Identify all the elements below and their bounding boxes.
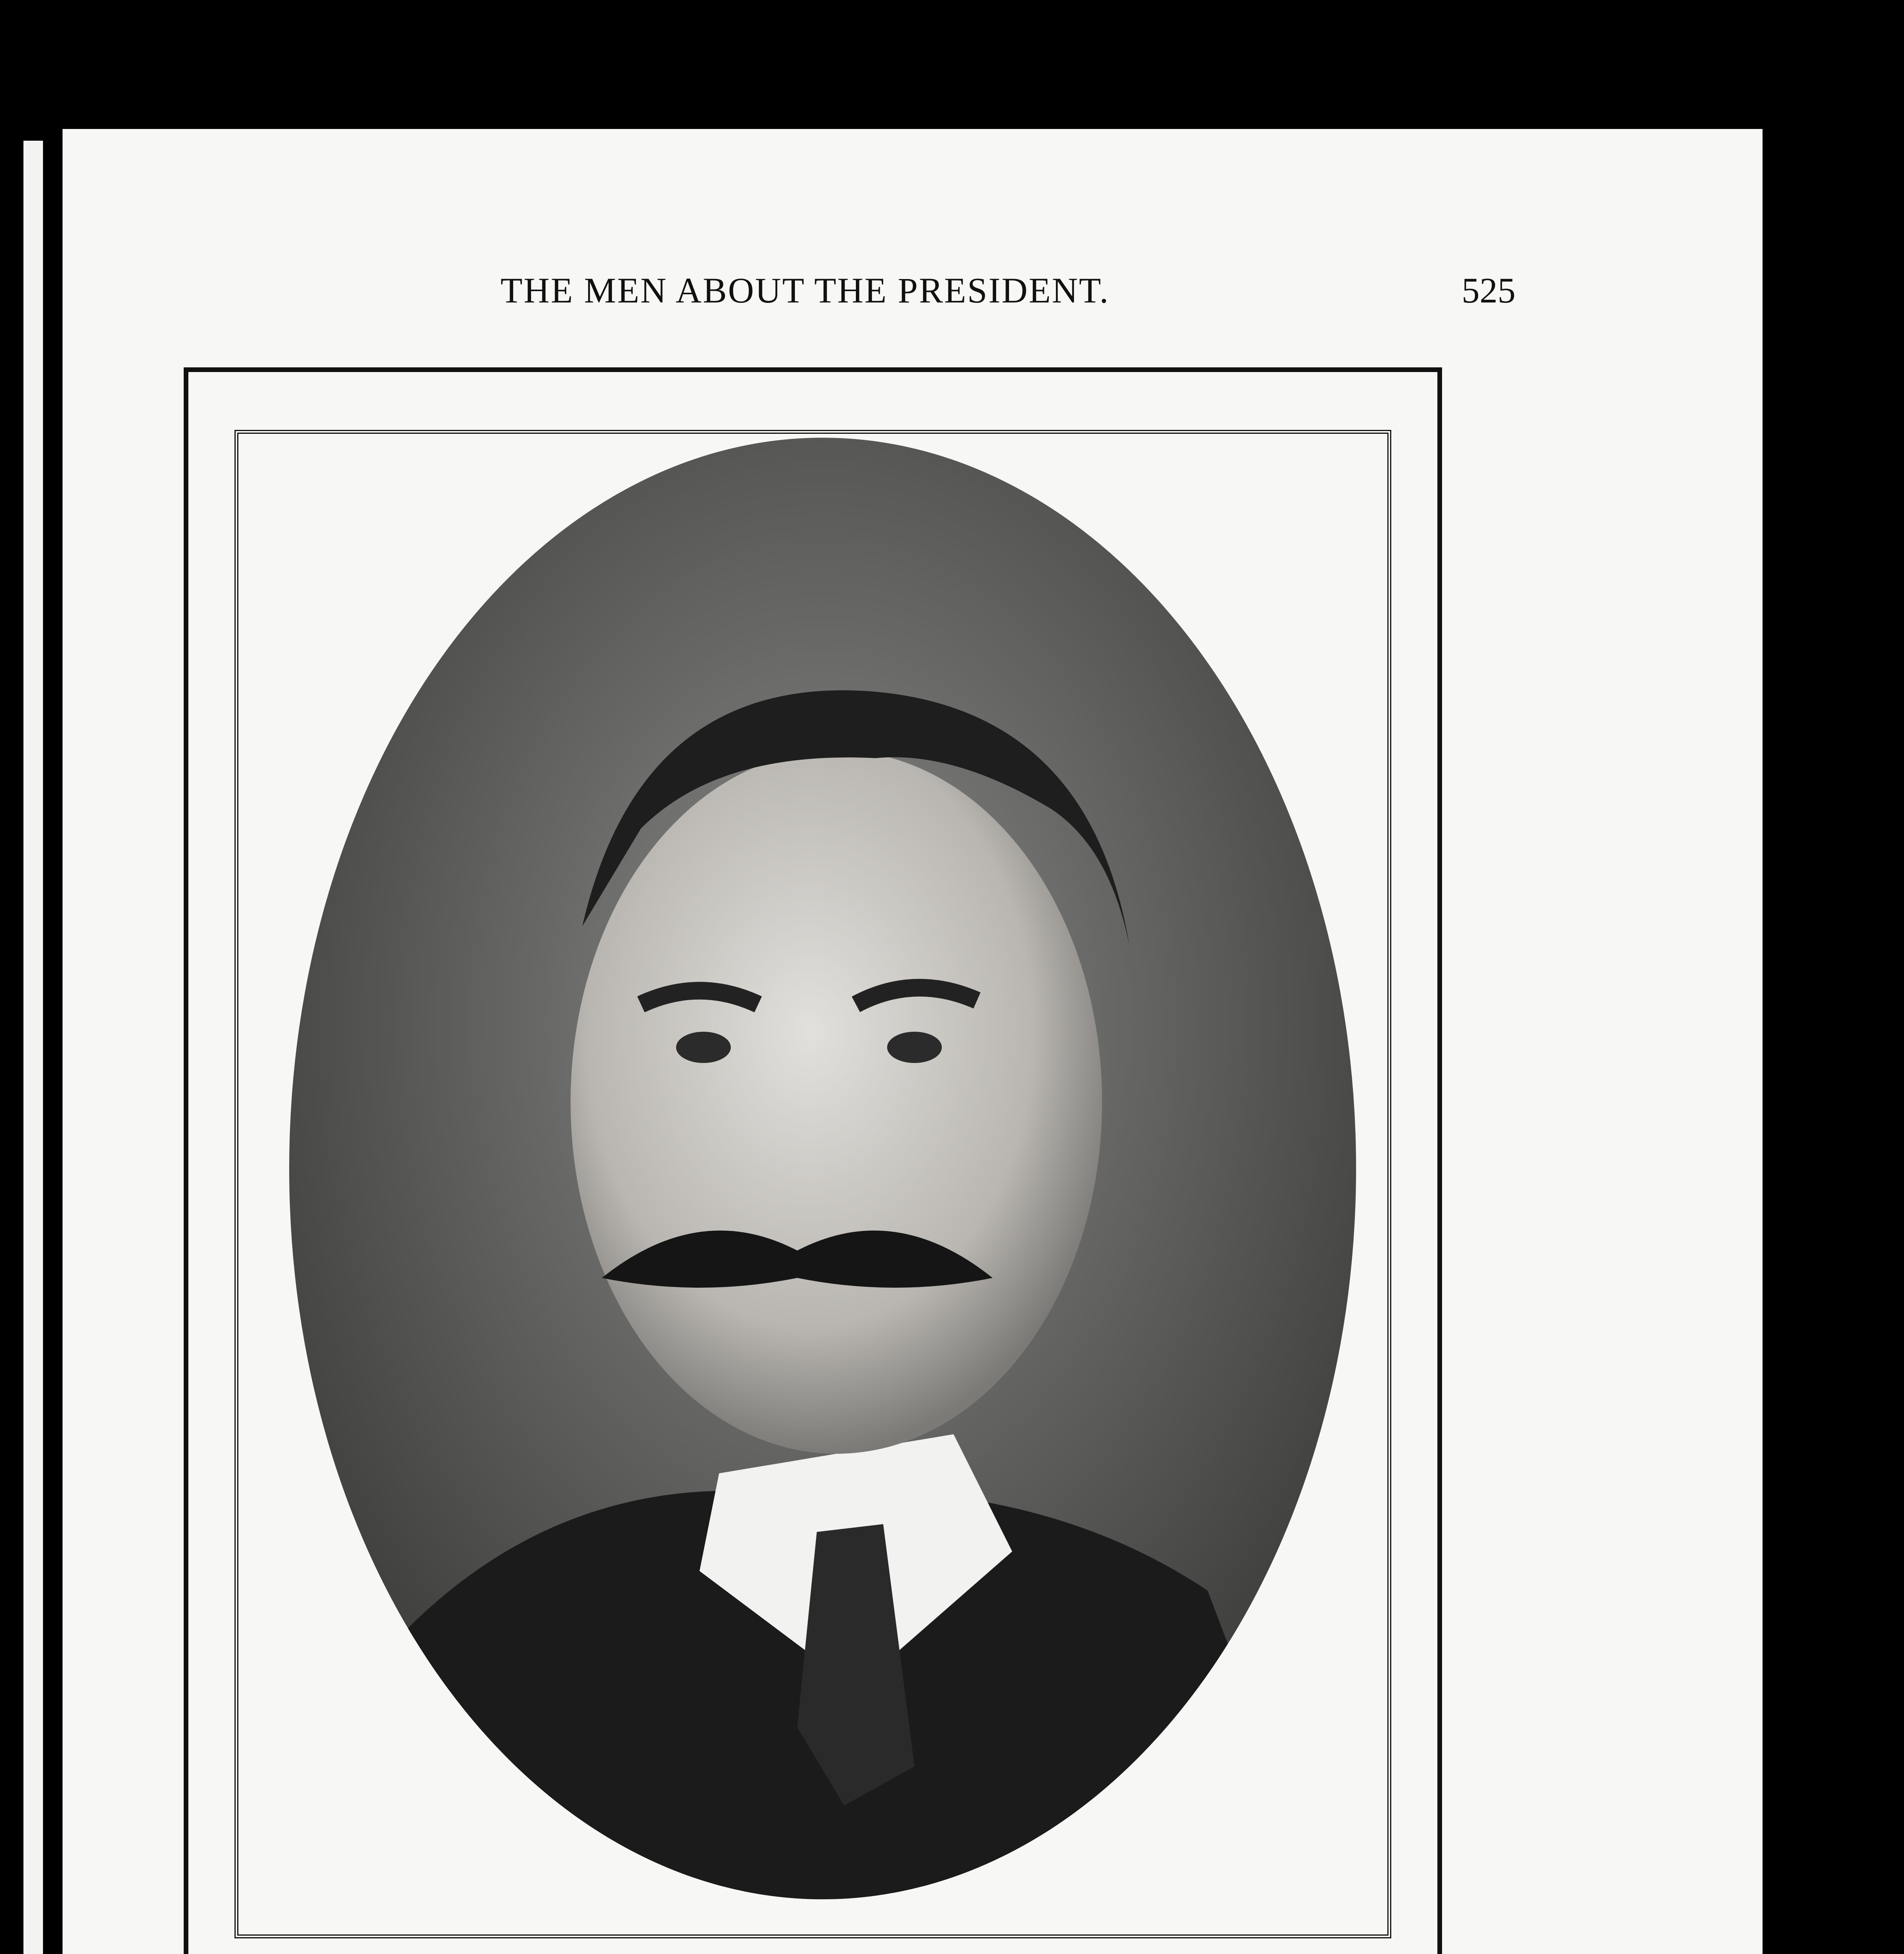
page-number: 525 <box>1462 270 1516 310</box>
running-head: THE MEN ABOUT THE PRESIDENT. <box>500 270 1110 310</box>
portrait-photo <box>289 438 1356 1899</box>
facing-page-edge <box>23 141 43 1954</box>
face <box>571 750 1102 1454</box>
